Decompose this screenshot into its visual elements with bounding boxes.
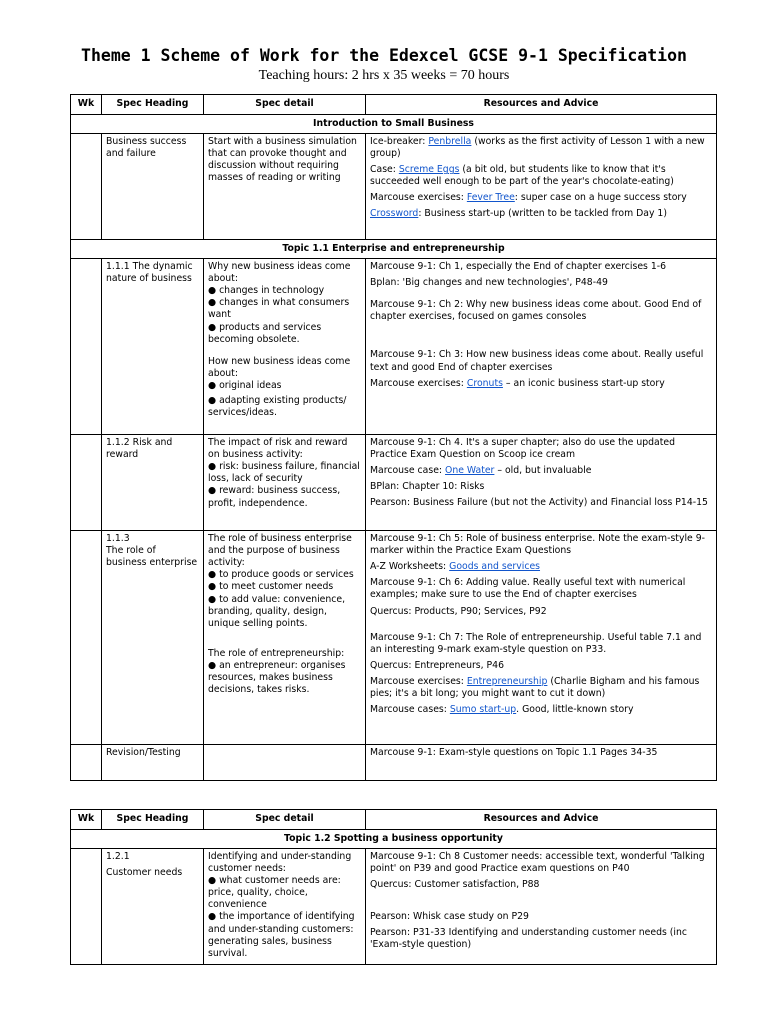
link-fever-tree[interactable]: Fever Tree xyxy=(466,192,515,204)
col-header-spec-detail: Spec detail xyxy=(204,95,366,115)
detail-text: The impact of risk and reward on business activity: xyxy=(208,437,348,461)
wk-cell xyxy=(71,745,102,781)
resource-line: Pearson: Whisk case study on P29 xyxy=(370,911,529,923)
resource-line xyxy=(370,164,712,188)
col-header-spec-heading: Spec Heading xyxy=(102,95,204,115)
resource-line: Marcouse 9-1: Ch 6: Adding value. Really useful text with numerical examples; make sure to use the End of chapter exercises xyxy=(370,577,686,601)
resource-line: Marcouse 9-1: Ch 8 Customer needs: accessible text, wonderful 'Talking point' on P39 and good Practice exam questions on P40 xyxy=(370,851,705,875)
page-title: Theme 1 Scheme of Work for the Edexcel GCSE 9-1 Specification xyxy=(81,46,687,65)
detail-bullet: ● to meet customer needs xyxy=(208,581,334,593)
resource-line: Marcouse 9-1: Ch 3: How new business ideas come about. Really useful text and good End of chapter exercises xyxy=(370,349,704,373)
resource-text: Marcouse case: xyxy=(370,465,446,477)
section-topic-1-1: Topic 1.1 Enterprise and entrepreneurship xyxy=(71,240,717,259)
wk-cell xyxy=(71,849,102,965)
spec-heading xyxy=(102,259,204,435)
resource-line: BPlan: Chapter 10: Risks xyxy=(370,481,485,493)
link-crossword[interactable]: Crossword xyxy=(370,208,419,220)
resources xyxy=(366,134,717,240)
col-header-resources: Resources and Advice xyxy=(366,95,717,115)
link-screme-eggs[interactable]: Screme Eggs xyxy=(398,164,460,176)
resource-line xyxy=(370,136,712,160)
detail-text: How new business ideas come about: xyxy=(208,355,351,379)
scheme-table-1 xyxy=(70,94,717,781)
resource-text: (Charlie Bigham and his famous pies; it's a bit long; you might want to cut it down) xyxy=(370,675,700,699)
spec-detail xyxy=(204,134,366,240)
detail-bullet: ● adapting existing products/ services/ideas. xyxy=(208,394,347,419)
resource-text: Ice-breaker: xyxy=(370,136,429,148)
col-header-spec-detail: Spec detail xyxy=(204,810,366,830)
resource-line xyxy=(370,378,712,390)
detail-bullet: ● to produce goods or services xyxy=(208,569,354,581)
resources xyxy=(366,849,717,965)
detail-text: Identifying and under-standing customer needs: xyxy=(208,851,352,875)
page-subtitle: Teaching hours: 2 hrs x 35 weeks = 70 hours xyxy=(258,68,510,83)
section-row xyxy=(71,115,717,134)
resource-text: : Business start-up (written to be tackled from Day 1) xyxy=(418,208,667,220)
resource-line: Marcouse 9-1: Ch 5: Role of business enterprise. Note the exam-style 9-marker within the Practice Exam Questions xyxy=(370,533,705,557)
resources xyxy=(366,531,717,745)
spec-heading xyxy=(102,531,204,745)
link-entrepreneurship[interactable]: Entrepreneurship xyxy=(466,675,548,687)
resource-line: Marcouse 9-1: Ch 7: The Role of entrepreneurship. Useful table 7.1 and an interesting 9-mark exam-style question on P33. xyxy=(370,631,702,655)
detail-bullet: ● changes in technology xyxy=(208,285,325,297)
resource-text: – old, but invaluable xyxy=(494,465,592,477)
resource-line xyxy=(370,704,712,716)
section-intro: Introduction to Small Business xyxy=(71,115,717,134)
resource-line: Quercus: Customer satisfaction, P88 xyxy=(370,879,540,891)
table-row xyxy=(71,259,717,435)
detail-bullet: ● reward: business success, profit, independence. xyxy=(208,485,341,509)
detail-bullet: ● to add value: convenience, branding, quality, design, unique selling points. xyxy=(208,593,346,629)
spec-heading xyxy=(102,435,204,531)
detail-bullet: ● the importance of identifying and under-standing customers: generating sales, business survival. xyxy=(208,911,355,959)
detail-bullet: ● changes in what consumers want xyxy=(208,297,350,321)
table-row xyxy=(71,745,717,781)
col-header-resources: Resources and Advice xyxy=(366,810,717,830)
resource-line xyxy=(370,676,712,700)
detail-text: Start with a business simulation that can provoke thought and discussion without requiring masses of reading or writing xyxy=(208,136,357,184)
table-row xyxy=(71,849,717,965)
resource-line: Quercus: Entrepreneurs, P46 xyxy=(370,659,504,671)
section-row xyxy=(71,240,717,259)
resource-line xyxy=(370,465,712,477)
header-row xyxy=(71,95,717,115)
resource-text: Marcouse exercises: xyxy=(370,192,467,204)
spec-detail xyxy=(204,849,366,965)
heading-text: Revision/Testing xyxy=(106,747,181,759)
resource-text: . Good, little-known story xyxy=(516,704,634,716)
detail-text: Why new business ideas come about: xyxy=(208,261,351,285)
resource-line: Marcouse 9-1: Ch 4. It's a super chapter; also do use the updated Practice Exam Question on Scoop ice cream xyxy=(370,437,675,461)
resource-text: : super case on a huge success story xyxy=(514,192,687,204)
heading-text: The role of business enterprise xyxy=(106,545,198,569)
wk-cell xyxy=(71,134,102,240)
detail-text: The role of business enterprise and the purpose of business activity: xyxy=(208,533,352,569)
spec-heading xyxy=(102,134,204,240)
resource-text: Marcouse exercises: xyxy=(370,675,467,687)
wk-cell xyxy=(71,531,102,745)
resource-line xyxy=(370,561,712,573)
detail-bullet: ● an entrepreneur: organises resources, makes business decisions, takes risks. xyxy=(208,659,346,696)
section-topic-1-2: Topic 1.2 Spotting a business opportunity xyxy=(71,830,717,849)
heading-number: 1.1.3 xyxy=(106,533,130,545)
resources xyxy=(366,435,717,531)
resource-text: (works as the first activity of Lesson 1 with a new group) xyxy=(370,136,705,160)
resource-line: Marcouse 9-1: Ch 1, especially the End of chapter exercises 1-6 xyxy=(370,261,667,273)
resource-text: Marcouse exercises: xyxy=(370,377,467,389)
resource-line: Quercus: Products, P90; Services, P92 xyxy=(370,605,547,617)
heading-text: 1.1.1 The dynamic nature of business xyxy=(106,261,193,285)
link-sumo-start-up[interactable]: Sumo start-up xyxy=(449,704,517,716)
link-penbrella[interactable]: Penbrella xyxy=(428,136,472,148)
heading-text: 1.1.2 Risk and reward xyxy=(106,437,173,461)
spec-detail xyxy=(204,259,366,435)
spec-detail xyxy=(204,531,366,745)
detail-bullet: ● what customer needs are: price, quality, choice, convenience xyxy=(208,875,341,911)
spec-detail xyxy=(204,435,366,531)
link-cronuts[interactable]: Cronuts xyxy=(466,377,503,389)
heading-text: Business success and failure xyxy=(106,136,187,160)
resource-text: A-Z Worksheets: xyxy=(370,561,450,573)
section-row xyxy=(71,830,717,849)
detail-bullet: ● products and services becoming obsolete. xyxy=(208,321,322,345)
wk-cell xyxy=(71,259,102,435)
resource-line xyxy=(370,192,712,204)
resource-line xyxy=(370,208,712,220)
resource-line: Pearson: Business Failure (but not the Activity) and Financial loss P14-15 xyxy=(370,497,708,509)
col-header-wk: Wk xyxy=(71,95,102,115)
detail-bullet: ● original ideas xyxy=(208,379,282,391)
table-row xyxy=(71,531,717,745)
header-row xyxy=(71,810,717,830)
resource-text: Case: xyxy=(370,164,399,176)
resource-line: Marcouse 9-1: Exam-style questions on Topic 1.1 Pages 34-35 xyxy=(370,747,658,759)
resource-text: (a bit old, but students like to know that it's succeeded well enough to be part of the year's chocolate-eating) xyxy=(370,164,674,188)
resources xyxy=(366,259,717,435)
heading-text: Customer needs xyxy=(106,867,183,879)
wk-cell xyxy=(71,435,102,531)
resource-line: Pearson: P31-33 Identifying and understanding customer needs (inc 'Exam-style question) xyxy=(370,927,687,951)
scheme-table-2 xyxy=(70,809,717,965)
resource-line: Marcouse 9-1: Ch 2: Why new business ideas come about. Good End of chapter exercises, focused on games consoles xyxy=(370,299,702,323)
resource-text: Marcouse cases: xyxy=(370,704,450,716)
table-row xyxy=(71,435,717,531)
link-goods-and-services[interactable]: Goods and services xyxy=(449,561,541,573)
detail-text: The role of entrepreneurship: xyxy=(208,647,345,659)
resource-line: Bplan: 'Big changes and new technologies', P48-49 xyxy=(370,277,608,289)
spec-detail xyxy=(204,745,366,781)
table-row xyxy=(71,134,717,240)
resources xyxy=(366,745,717,781)
link-one-water[interactable]: One Water xyxy=(445,465,495,477)
spec-heading xyxy=(102,849,204,965)
heading-number: 1.2.1 xyxy=(106,851,130,863)
col-header-spec-heading: Spec Heading xyxy=(102,810,204,830)
detail-bullet: ● risk: business failure, financial loss, lack of security xyxy=(208,461,360,485)
resource-text: – an iconic business start-up story xyxy=(502,377,665,389)
spec-heading xyxy=(102,745,204,781)
col-header-wk: Wk xyxy=(71,810,102,830)
